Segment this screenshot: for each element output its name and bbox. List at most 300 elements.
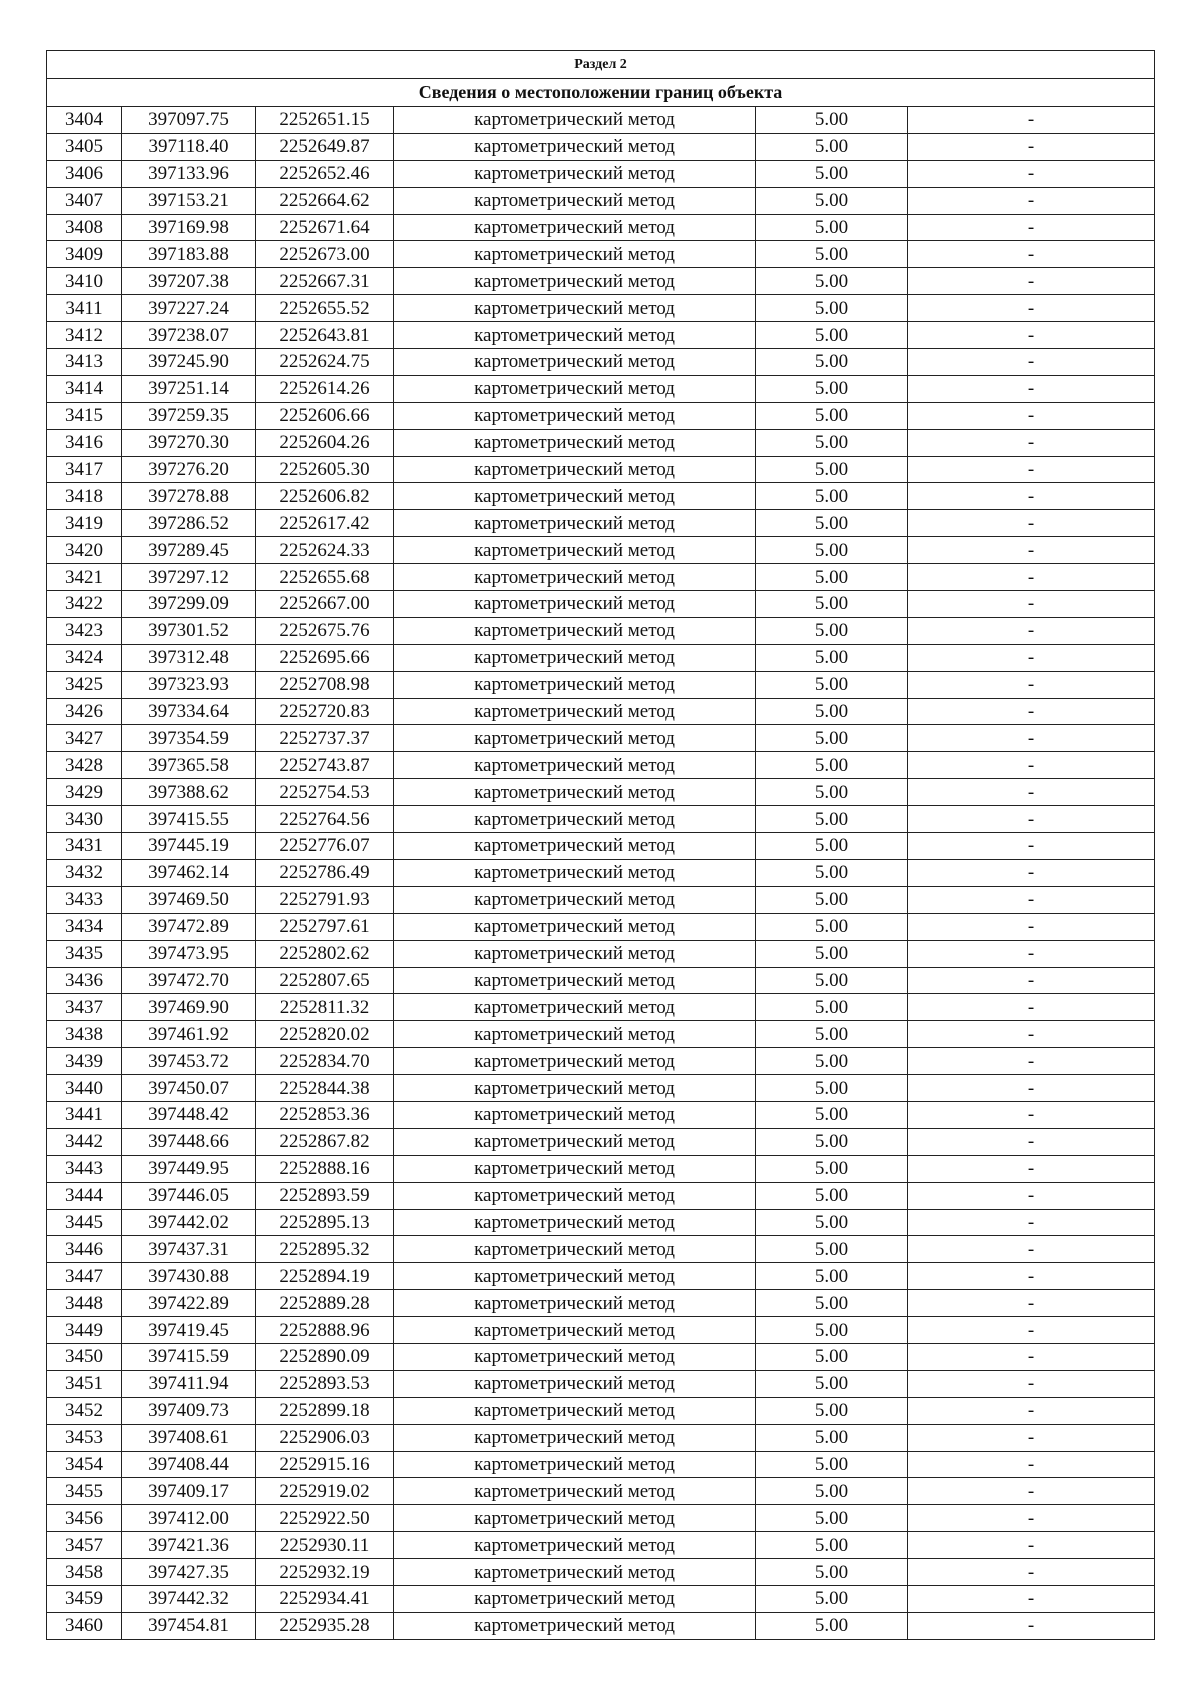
point-number-cell: 3455	[47, 1478, 122, 1505]
point-number-cell: 3431	[47, 833, 122, 860]
table-row	[47, 806, 1155, 833]
point-number-cell: 3454	[47, 1451, 122, 1478]
note-cell: -	[908, 214, 1155, 241]
table-row	[47, 1263, 1155, 1290]
x-coordinate-cell: 397415.59	[122, 1343, 256, 1370]
x-coordinate-cell: 397133.96	[122, 160, 256, 187]
x-coordinate-cell: 397169.98	[122, 214, 256, 241]
method-cell: картометрический метод	[394, 698, 756, 725]
method-cell: картометрический метод	[394, 725, 756, 752]
x-coordinate-cell: 397421.36	[122, 1532, 256, 1559]
point-number-cell: 3459	[47, 1585, 122, 1612]
accuracy-cell: 5.00	[756, 1290, 908, 1317]
x-coordinate-cell: 397411.94	[122, 1370, 256, 1397]
table-row	[47, 994, 1155, 1021]
x-coordinate-cell: 397354.59	[122, 725, 256, 752]
point-number-cell: 3404	[47, 107, 122, 134]
note-cell: -	[908, 1585, 1155, 1612]
point-number-cell: 3416	[47, 429, 122, 456]
boundary-table	[46, 50, 1155, 1640]
point-number-cell: 3437	[47, 994, 122, 1021]
table-row	[47, 1397, 1155, 1424]
point-number-cell: 3412	[47, 322, 122, 349]
x-coordinate-cell: 397183.88	[122, 241, 256, 268]
note-cell: -	[908, 1612, 1155, 1639]
note-cell: -	[908, 671, 1155, 698]
point-number-cell: 3445	[47, 1209, 122, 1236]
note-cell: -	[908, 268, 1155, 295]
x-coordinate-cell: 397419.45	[122, 1317, 256, 1344]
method-cell: картометрический метод	[394, 1317, 756, 1344]
x-coordinate-cell: 397301.52	[122, 617, 256, 644]
x-coordinate-cell: 397449.95	[122, 1155, 256, 1182]
x-coordinate-cell: 397365.58	[122, 752, 256, 779]
method-cell: картометрический метод	[394, 1343, 756, 1370]
accuracy-cell: 5.00	[756, 241, 908, 268]
y-coordinate-cell: 2252834.70	[256, 1048, 394, 1075]
x-coordinate-cell: 397448.42	[122, 1101, 256, 1128]
accuracy-cell: 5.00	[756, 940, 908, 967]
accuracy-cell: 5.00	[756, 1263, 908, 1290]
x-coordinate-cell: 397469.90	[122, 994, 256, 1021]
table-row	[47, 375, 1155, 402]
method-cell: картометрический метод	[394, 617, 756, 644]
point-number-cell: 3458	[47, 1559, 122, 1586]
y-coordinate-cell: 2252651.15	[256, 107, 394, 134]
note-cell: -	[908, 967, 1155, 994]
note-cell: -	[908, 591, 1155, 618]
x-coordinate-cell: 397286.52	[122, 510, 256, 537]
y-coordinate-cell: 2252695.66	[256, 644, 394, 671]
y-coordinate-cell: 2252624.75	[256, 349, 394, 376]
method-cell: картометрический метод	[394, 806, 756, 833]
method-cell: картометрический метод	[394, 456, 756, 483]
accuracy-cell: 5.00	[756, 591, 908, 618]
method-cell: картометрический метод	[394, 295, 756, 322]
accuracy-cell: 5.00	[756, 1155, 908, 1182]
table-row	[47, 268, 1155, 295]
y-coordinate-cell: 2252899.18	[256, 1397, 394, 1424]
x-coordinate-cell: 397245.90	[122, 349, 256, 376]
note-cell: -	[908, 1397, 1155, 1424]
table-row	[47, 349, 1155, 376]
point-number-cell: 3410	[47, 268, 122, 295]
x-coordinate-cell: 397409.17	[122, 1478, 256, 1505]
point-number-cell: 3432	[47, 859, 122, 886]
note-cell: -	[908, 349, 1155, 376]
note-cell: -	[908, 1559, 1155, 1586]
point-number-cell: 3415	[47, 402, 122, 429]
accuracy-cell: 5.00	[756, 537, 908, 564]
x-coordinate-cell: 397412.00	[122, 1505, 256, 1532]
x-coordinate-cell: 397448.66	[122, 1128, 256, 1155]
table-row	[47, 483, 1155, 510]
y-coordinate-cell: 2252667.31	[256, 268, 394, 295]
y-coordinate-cell: 2252906.03	[256, 1424, 394, 1451]
table-row	[47, 1612, 1155, 1639]
table-row	[47, 537, 1155, 564]
point-number-cell: 3430	[47, 806, 122, 833]
accuracy-cell: 5.00	[756, 1478, 908, 1505]
point-number-cell: 3435	[47, 940, 122, 967]
method-cell: картометрический метод	[394, 779, 756, 806]
note-cell: -	[908, 779, 1155, 806]
table-row	[47, 1048, 1155, 1075]
table-row	[47, 779, 1155, 806]
point-number-cell: 3424	[47, 644, 122, 671]
method-cell: картометрический метод	[394, 402, 756, 429]
point-number-cell: 3407	[47, 187, 122, 214]
method-cell: картометрический метод	[394, 1048, 756, 1075]
note-cell: -	[908, 1021, 1155, 1048]
table-row	[47, 187, 1155, 214]
y-coordinate-cell: 2252604.26	[256, 429, 394, 456]
x-coordinate-cell: 397461.92	[122, 1021, 256, 1048]
point-number-cell: 3418	[47, 483, 122, 510]
point-number-cell: 3421	[47, 564, 122, 591]
section-header-row	[47, 51, 1155, 79]
table-row	[47, 241, 1155, 268]
note-cell: -	[908, 241, 1155, 268]
method-cell: картометрический метод	[394, 322, 756, 349]
point-number-cell: 3411	[47, 295, 122, 322]
x-coordinate-cell: 397276.20	[122, 456, 256, 483]
method-cell: картометрический метод	[394, 1209, 756, 1236]
accuracy-cell: 5.00	[756, 1317, 908, 1344]
method-cell: картометрический метод	[394, 537, 756, 564]
accuracy-cell: 5.00	[756, 806, 908, 833]
table-row	[47, 1182, 1155, 1209]
note-cell: -	[908, 1370, 1155, 1397]
table-row	[47, 214, 1155, 241]
accuracy-cell: 5.00	[756, 1370, 908, 1397]
y-coordinate-cell: 2252643.81	[256, 322, 394, 349]
y-coordinate-cell: 2252720.83	[256, 698, 394, 725]
method-cell: картометрический метод	[394, 859, 756, 886]
note-cell: -	[908, 752, 1155, 779]
note-cell: -	[908, 806, 1155, 833]
table-row	[47, 1101, 1155, 1128]
table-row	[47, 833, 1155, 860]
x-coordinate-cell: 397469.50	[122, 886, 256, 913]
method-cell: картометрический метод	[394, 214, 756, 241]
table-row	[47, 1128, 1155, 1155]
table-title: Сведения о местоположении границ объекта	[47, 79, 1155, 107]
x-coordinate-cell: 397334.64	[122, 698, 256, 725]
y-coordinate-cell: 2252764.56	[256, 806, 394, 833]
x-coordinate-cell: 397388.62	[122, 779, 256, 806]
y-coordinate-cell: 2252934.41	[256, 1585, 394, 1612]
x-coordinate-cell: 397427.35	[122, 1559, 256, 1586]
point-number-cell: 3408	[47, 214, 122, 241]
method-cell: картометрический метод	[394, 940, 756, 967]
table-title-row	[47, 79, 1155, 107]
y-coordinate-cell: 2252922.50	[256, 1505, 394, 1532]
method-cell: картометрический метод	[394, 994, 756, 1021]
table-row	[47, 1021, 1155, 1048]
point-number-cell: 3429	[47, 779, 122, 806]
table-row	[47, 1317, 1155, 1344]
note-cell: -	[908, 644, 1155, 671]
note-cell: -	[908, 617, 1155, 644]
note-cell: -	[908, 1101, 1155, 1128]
accuracy-cell: 5.00	[756, 1048, 908, 1075]
x-coordinate-cell: 397251.14	[122, 375, 256, 402]
table-row	[47, 617, 1155, 644]
point-number-cell: 3448	[47, 1290, 122, 1317]
point-number-cell: 3414	[47, 375, 122, 402]
x-coordinate-cell: 397278.88	[122, 483, 256, 510]
y-coordinate-cell: 2252708.98	[256, 671, 394, 698]
point-number-cell: 3447	[47, 1263, 122, 1290]
x-coordinate-cell: 397297.12	[122, 564, 256, 591]
note-cell: -	[908, 1343, 1155, 1370]
table-row	[47, 322, 1155, 349]
method-cell: картометрический метод	[394, 1075, 756, 1102]
note-cell: -	[908, 1128, 1155, 1155]
note-cell: -	[908, 1532, 1155, 1559]
x-coordinate-cell: 397472.70	[122, 967, 256, 994]
y-coordinate-cell: 2252671.64	[256, 214, 394, 241]
method-cell: картометрический метод	[394, 671, 756, 698]
x-coordinate-cell: 397259.35	[122, 402, 256, 429]
accuracy-cell: 5.00	[756, 752, 908, 779]
accuracy-cell: 5.00	[756, 1451, 908, 1478]
method-cell: картометрический метод	[394, 187, 756, 214]
table-row	[47, 510, 1155, 537]
note-cell: -	[908, 940, 1155, 967]
point-number-cell: 3452	[47, 1397, 122, 1424]
method-cell: картометрический метод	[394, 886, 756, 913]
y-coordinate-cell: 2252895.32	[256, 1236, 394, 1263]
note-cell: -	[908, 322, 1155, 349]
accuracy-cell: 5.00	[756, 779, 908, 806]
point-number-cell: 3433	[47, 886, 122, 913]
table-row	[47, 1532, 1155, 1559]
point-number-cell: 3413	[47, 349, 122, 376]
y-coordinate-cell: 2252754.53	[256, 779, 394, 806]
y-coordinate-cell: 2252605.30	[256, 456, 394, 483]
method-cell: картометрический метод	[394, 1021, 756, 1048]
point-number-cell: 3439	[47, 1048, 122, 1075]
x-coordinate-cell: 397227.24	[122, 295, 256, 322]
table-row	[47, 133, 1155, 160]
accuracy-cell: 5.00	[756, 1343, 908, 1370]
y-coordinate-cell: 2252655.68	[256, 564, 394, 591]
accuracy-cell: 5.00	[756, 1585, 908, 1612]
accuracy-cell: 5.00	[756, 214, 908, 241]
y-coordinate-cell: 2252664.62	[256, 187, 394, 214]
note-cell: -	[908, 160, 1155, 187]
table-row	[47, 752, 1155, 779]
accuracy-cell: 5.00	[756, 456, 908, 483]
point-number-cell: 3434	[47, 913, 122, 940]
x-coordinate-cell: 397430.88	[122, 1263, 256, 1290]
method-cell: картометрический метод	[394, 349, 756, 376]
table-row	[47, 940, 1155, 967]
table-row	[47, 725, 1155, 752]
method-cell: картометрический метод	[394, 1101, 756, 1128]
accuracy-cell: 5.00	[756, 1532, 908, 1559]
y-coordinate-cell: 2252935.28	[256, 1612, 394, 1639]
note-cell: -	[908, 510, 1155, 537]
method-cell: картометрический метод	[394, 1451, 756, 1478]
table-row	[47, 1505, 1155, 1532]
note-cell: -	[908, 107, 1155, 134]
method-cell: картометрический метод	[394, 375, 756, 402]
accuracy-cell: 5.00	[756, 1128, 908, 1155]
method-cell: картометрический метод	[394, 967, 756, 994]
accuracy-cell: 5.00	[756, 375, 908, 402]
note-cell: -	[908, 1209, 1155, 1236]
method-cell: картометрический метод	[394, 1585, 756, 1612]
accuracy-cell: 5.00	[756, 133, 908, 160]
x-coordinate-cell: 397270.30	[122, 429, 256, 456]
note-cell: -	[908, 725, 1155, 752]
note-cell: -	[908, 1317, 1155, 1344]
y-coordinate-cell: 2252894.19	[256, 1263, 394, 1290]
point-number-cell: 3405	[47, 133, 122, 160]
x-coordinate-cell: 397453.72	[122, 1048, 256, 1075]
method-cell: картометрический метод	[394, 564, 756, 591]
table-row	[47, 1236, 1155, 1263]
point-number-cell: 3453	[47, 1424, 122, 1451]
method-cell: картометрический метод	[394, 483, 756, 510]
x-coordinate-cell: 397153.21	[122, 187, 256, 214]
accuracy-cell: 5.00	[756, 295, 908, 322]
x-coordinate-cell: 397437.31	[122, 1236, 256, 1263]
table-row	[47, 1343, 1155, 1370]
note-cell: -	[908, 1263, 1155, 1290]
table-row	[47, 1209, 1155, 1236]
x-coordinate-cell: 397454.81	[122, 1612, 256, 1639]
note-cell: -	[908, 295, 1155, 322]
y-coordinate-cell: 2252893.59	[256, 1182, 394, 1209]
x-coordinate-cell: 397472.89	[122, 913, 256, 940]
x-coordinate-cell: 397422.89	[122, 1290, 256, 1317]
table-row	[47, 1075, 1155, 1102]
point-number-cell: 3427	[47, 725, 122, 752]
accuracy-cell: 5.00	[756, 1209, 908, 1236]
x-coordinate-cell: 397442.02	[122, 1209, 256, 1236]
method-cell: картометрический метод	[394, 1290, 756, 1317]
table-row	[47, 671, 1155, 698]
x-coordinate-cell: 397462.14	[122, 859, 256, 886]
x-coordinate-cell: 397442.32	[122, 1585, 256, 1612]
note-cell: -	[908, 564, 1155, 591]
point-number-cell: 3436	[47, 967, 122, 994]
accuracy-cell: 5.00	[756, 725, 908, 752]
accuracy-cell: 5.00	[756, 268, 908, 295]
point-number-cell: 3446	[47, 1236, 122, 1263]
note-cell: -	[908, 187, 1155, 214]
y-coordinate-cell: 2252820.02	[256, 1021, 394, 1048]
note-cell: -	[908, 429, 1155, 456]
table-row	[47, 859, 1155, 886]
method-cell: картометрический метод	[394, 268, 756, 295]
note-cell: -	[908, 1048, 1155, 1075]
accuracy-cell: 5.00	[756, 859, 908, 886]
x-coordinate-cell: 397118.40	[122, 133, 256, 160]
y-coordinate-cell: 2252807.65	[256, 967, 394, 994]
y-coordinate-cell: 2252743.87	[256, 752, 394, 779]
point-number-cell: 3419	[47, 510, 122, 537]
accuracy-cell: 5.00	[756, 833, 908, 860]
note-cell: -	[908, 456, 1155, 483]
point-number-cell: 3417	[47, 456, 122, 483]
accuracy-cell: 5.00	[756, 967, 908, 994]
y-coordinate-cell: 2252932.19	[256, 1559, 394, 1586]
point-number-cell: 3406	[47, 160, 122, 187]
accuracy-cell: 5.00	[756, 1182, 908, 1209]
method-cell: картометрический метод	[394, 833, 756, 860]
point-number-cell: 3438	[47, 1021, 122, 1048]
y-coordinate-cell: 2252890.09	[256, 1343, 394, 1370]
table-row	[47, 1585, 1155, 1612]
y-coordinate-cell: 2252786.49	[256, 859, 394, 886]
table-row	[47, 1290, 1155, 1317]
table-row	[47, 1424, 1155, 1451]
point-number-cell: 3456	[47, 1505, 122, 1532]
method-cell: картометрический метод	[394, 1424, 756, 1451]
y-coordinate-cell: 2252889.28	[256, 1290, 394, 1317]
accuracy-cell: 5.00	[756, 698, 908, 725]
point-number-cell: 3426	[47, 698, 122, 725]
table-row	[47, 456, 1155, 483]
note-cell: -	[908, 698, 1155, 725]
method-cell: картометрический метод	[394, 1532, 756, 1559]
method-cell: картометрический метод	[394, 107, 756, 134]
point-number-cell: 3423	[47, 617, 122, 644]
note-cell: -	[908, 859, 1155, 886]
point-number-cell: 3440	[47, 1075, 122, 1102]
accuracy-cell: 5.00	[756, 349, 908, 376]
x-coordinate-cell: 397238.07	[122, 322, 256, 349]
y-coordinate-cell: 2252673.00	[256, 241, 394, 268]
note-cell: -	[908, 483, 1155, 510]
y-coordinate-cell: 2252844.38	[256, 1075, 394, 1102]
y-coordinate-cell: 2252652.46	[256, 160, 394, 187]
accuracy-cell: 5.00	[756, 160, 908, 187]
table-body	[47, 51, 1155, 1640]
y-coordinate-cell: 2252606.66	[256, 402, 394, 429]
method-cell: картометрический метод	[394, 1182, 756, 1209]
point-number-cell: 3450	[47, 1343, 122, 1370]
y-coordinate-cell: 2252915.16	[256, 1451, 394, 1478]
y-coordinate-cell: 2252867.82	[256, 1128, 394, 1155]
table-row	[47, 564, 1155, 591]
accuracy-cell: 5.00	[756, 1559, 908, 1586]
x-coordinate-cell: 397473.95	[122, 940, 256, 967]
note-cell: -	[908, 1478, 1155, 1505]
accuracy-cell: 5.00	[756, 913, 908, 940]
x-coordinate-cell: 397408.61	[122, 1424, 256, 1451]
note-cell: -	[908, 1290, 1155, 1317]
y-coordinate-cell: 2252919.02	[256, 1478, 394, 1505]
table-row	[47, 886, 1155, 913]
accuracy-cell: 5.00	[756, 187, 908, 214]
method-cell: картометрический метод	[394, 1263, 756, 1290]
y-coordinate-cell: 2252667.00	[256, 591, 394, 618]
accuracy-cell: 5.00	[756, 483, 908, 510]
note-cell: -	[908, 913, 1155, 940]
accuracy-cell: 5.00	[756, 671, 908, 698]
note-cell: -	[908, 833, 1155, 860]
y-coordinate-cell: 2252791.93	[256, 886, 394, 913]
note-cell: -	[908, 994, 1155, 1021]
x-coordinate-cell: 397409.73	[122, 1397, 256, 1424]
table-row	[47, 1155, 1155, 1182]
